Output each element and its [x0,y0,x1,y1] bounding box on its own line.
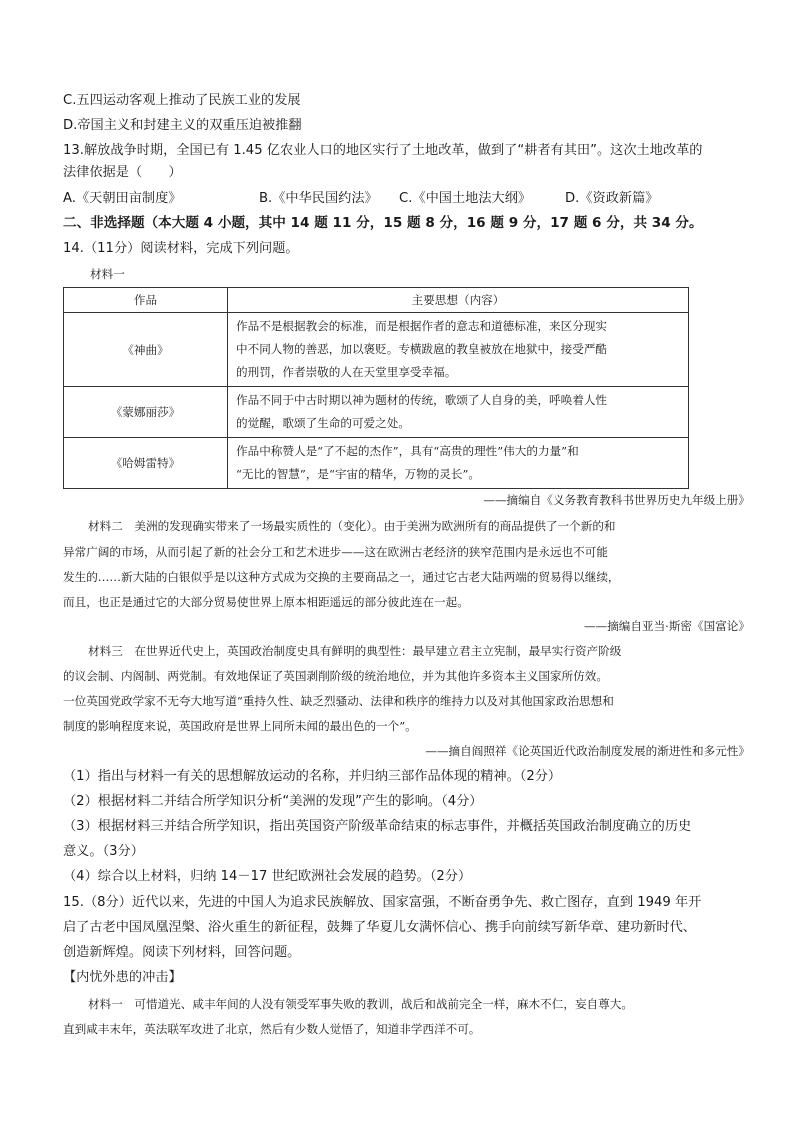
idea-line: 的觉醒，歌颂了生命的可爱之处。 [236,416,410,430]
material-3-line: 材料三 在世界近代史上，英国政治制度史具有鲜明的典型性：最早建立君主立宪制，最早实行资产阶级 [88,644,622,658]
question-15-stem: 启了古老中国凤凰涅槃、浴火重生的新征程，鼓舞了华夏儿女满怀信心、携手向前续写新华章、建功新时代、 [63,920,696,935]
material-2-line: 异常广阔的市场，从而引起了新的社会分工和艺术进步——这在欧洲古老经济的狭窄范围内是永远也不可能 [63,545,608,559]
question-14-2: （2）根据材料二并结合所学知识分析“美洲的发现”产生的影响。（4分） [63,794,483,809]
q15-material-1-line: 直到咸丰末年，英法联军攻进了北京，然后有少数人觉悟了，知道非学西洋不可。 [63,1022,481,1036]
table-cell-work: 《蒙娜丽莎》 [64,387,228,438]
table-cell-work: 《哈姆雷特》 [64,438,228,489]
table-row [64,438,689,489]
table-cell-work: 《神曲》 [64,313,228,387]
question-13-options [63,190,763,208]
q13-option-a: A.《天朝田亩制度》 [63,191,182,206]
idea-line: 中不同人物的善恶，加以褒贬。专横跋扈的教皇被放在地狱中，接受严酷 [236,342,608,356]
idea-line: 作品不同于中古时期以神为题材的传统，歌颂了人自身的美，呼唤着人性 [236,393,608,407]
section-heading-internal-external: 【内忧外患的冲击】 [63,970,182,985]
table-header-work: 作品 [64,288,228,313]
question-14-intro: 14.（11分）阅读材料，完成下列问题。 [63,241,299,256]
material-1-table [63,287,689,489]
question-13-stem-cont: 法律依据是（ ） [63,165,182,180]
material-2-source: ——摘编自亚当·斯密《国富论》 [584,619,750,633]
question-14-3-cont: 意义。（3分） [63,844,144,859]
question-15-stem: 15.（8分）近代以来，先进的中国人为追求民族解放、国家富强，不断奋勇争先、救亡图存，直到 1949 年开 [63,895,702,910]
table-header-row [64,288,689,313]
option-d-line: D.帝国主义和封建主义的双重压迫被推翻 [63,118,302,133]
option-c-line: C.五四运动客观上推动了民族工业的发展 [63,93,301,108]
q13-option-b: B.《中华民国约法》 [259,191,378,206]
idea-line: 作品中称赞人是“了不起的杰作”，具有“高贵的理性”伟大的力量”和 [236,444,579,458]
table-row [64,313,689,387]
material-3-line: 一位英国党政学家不无夸大地写道“重持久性、缺乏烈骚动、法律和秩序的维持力以及对其他国家政治思想和 [63,694,614,708]
table-header-idea: 主要思想（内容） [228,288,689,313]
question-14-1: （1）指出与材料一有关的思想解放运动的名称，并归纳三部作品体现的精神。（2分） [63,769,562,784]
table-cell-idea [228,438,689,489]
material-1-label: 材料一 [90,267,125,281]
table-cell-idea [228,387,689,438]
material-3-line: 的议会制、内阁制、两党制。有效地保证了英国剥削阶级的统治地位，并为其他许多资本主义国家所仿效。 [63,669,608,683]
material-2-line: 发生的……新大陆的白银似乎是以这种方式成为交换的主要商品之一，通过它古老大陆两端的贸易得以继续， [63,570,620,584]
material-1-source: ——摘编自《义务教育教科书世界历史九年级上册》 [483,493,750,507]
question-15-stem: 创造新辉煌。阅读下列材料，回答问题。 [63,945,301,960]
table-row [64,387,689,438]
idea-line: 作品不是根据教会的标准，而是根据作者的意志和道德标准，来区分现实 [236,319,608,333]
section-2-heading: 二、非选择题（本大题 4 小题，其中 14 题 11 分，15 题 8 分，16 题 9 分，17 题 6 分，共 34 分。 [63,215,703,231]
q15-material-1-line: 材料一 可惜道光、咸丰年间的人没有领受军事失败的教训，战后和战前完全一样，麻木不仁，妄自尊大。 [88,997,633,1011]
idea-line: “无比的智慧”，是“宇宙的精华，万物的灵长”。 [236,467,480,481]
question-14-3: （3）根据材料三并结合所学知识，指出英国资产阶级革命结束的标志事件，并概括英国政治制度确立的历史 [63,819,692,834]
question-14-4: （4）综合以上材料，归纳 14－17 世纪欧洲社会发展的趋势。（2分） [63,869,472,884]
q13-option-c: C.《中国土地法大纲》 [399,191,532,206]
idea-line: 的刑罚，作者崇敬的人在天堂里享受幸福。 [236,365,457,379]
material-2-line: 而且，也正是通过它的大部分贸易使世界上原本相距遥远的部分彼此连在一起。 [63,595,469,609]
material-2-line: 材料二 美洲的发现确实带来了一场最实质性的（变化）。由于美洲为欧洲所有的商品提供了一个新的和 [88,519,616,533]
question-13-stem: 13.解放战争时期，全国已有 1.45 亿农业人口的地区实行了土地改革，做到了“耕者有其田”。这次土地改革的 [63,143,703,158]
material-3-source: ——摘自阎照祥《论英国近代政治制度发展的渐进性和多元性》 [425,744,750,758]
table-cell-idea [228,313,689,387]
q13-option-d: D.《资政新篇》 [565,191,659,206]
material-3-line: 制度的影响程度来说，英国政府是世界上同所未闻的最出色的一个”。 [63,719,417,733]
